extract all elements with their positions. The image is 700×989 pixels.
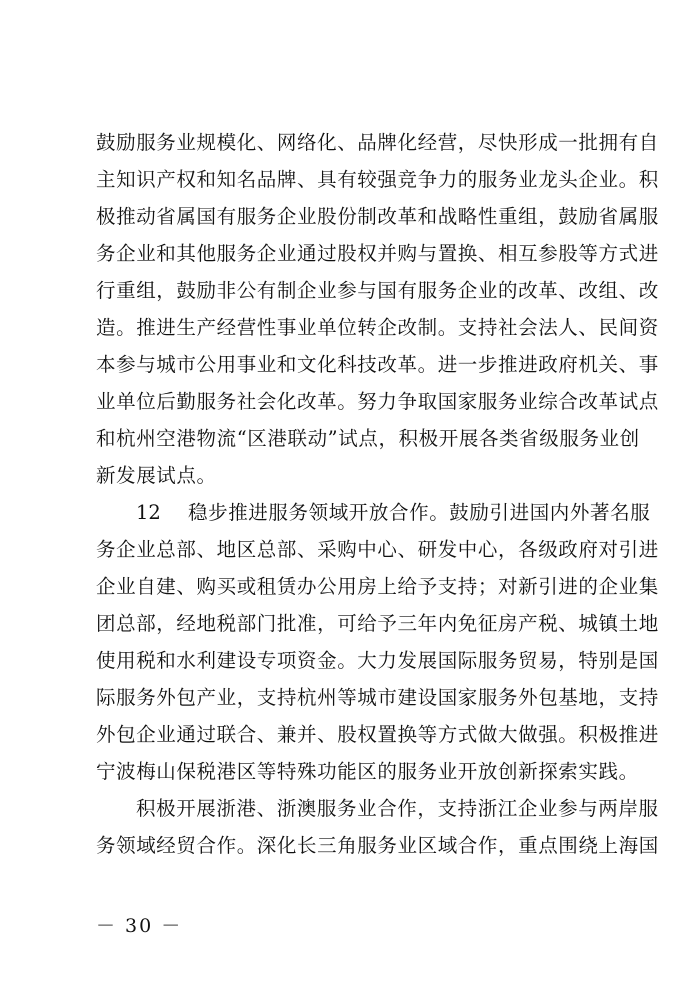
paragraph-line: 和杭州空港物流“区港联动”试点，积极开展各类省级服务业创 — [96, 427, 640, 450]
paragraph-line: 务企业和其他服务企业通过股权并购与置换、相互参股等方式进 — [96, 242, 659, 265]
paragraph-line: 团总部，经地税部门批准，可给予三年内免征房产税、城镇土地 — [96, 612, 659, 635]
paragraph-line: 使用税和水利建设专项资金。大力发展国际服务贸易，特别是国 — [96, 649, 659, 672]
paragraph-line: 极推动省属国有服务企业股份制改革和战略性重组，鼓励省属服 — [96, 205, 659, 228]
paragraph-line: 本参与城市公用事业和文化科技改革。进一步推进政府机关、事 — [96, 353, 659, 376]
paragraph-line: 鼓励服务业规模化、网络化、品牌化经营，尽快形成一批拥有自 — [96, 131, 659, 154]
paragraph-line: 行重组，鼓励非公有制企业参与国有服务企业的改革、改组、改 — [96, 279, 659, 302]
paragraph-line: 企业自建、购买或租赁办公用房上给予支持；对新引进的企业集 — [96, 575, 659, 598]
section-12-heading-line — [136, 499, 651, 527]
paragraph-line: 宁波梅山保税港区等特殊功能区的服务业开放创新探索实践。 — [96, 760, 639, 783]
paragraph-line: 务企业总部、地区总部、采购中心、研发中心，各级政府对引进 — [96, 538, 659, 561]
paragraph-line: 际服务外包产业，支持杭州等城市建设国家服务外包基地，支持 — [96, 686, 659, 709]
paragraph-line: 外包企业通过联合、兼并、股权置换等方式做大做强。积极推进 — [96, 723, 659, 746]
paragraph-line: 业单位后勤服务社会化改革。努力争取国家服务业综合改革试点 — [96, 390, 659, 413]
section-number: 12 — [136, 501, 161, 524]
page-number: － 30 － — [96, 915, 183, 937]
paragraph-line: 主知识产权和知名品牌、具有较强竞争力的服务业龙头企业。积 — [96, 168, 659, 191]
paragraph-line: 新发展试点。 — [96, 464, 217, 487]
paragraph-line: 造。推进生产经营性事业单位转企改制。支持社会法人、民间资 — [96, 316, 659, 339]
paragraph-first-line: 积极开展浙港、浙澳服务业合作，支持浙江企业参与两岸服 — [136, 797, 659, 820]
section-12-first-line: 稳步推进服务领域开放合作。鼓励引进国内外著名服 — [188, 501, 651, 524]
paragraph-line: 务领域经贸合作。深化长三角服务业区域合作，重点围绕上海国 — [96, 834, 659, 857]
